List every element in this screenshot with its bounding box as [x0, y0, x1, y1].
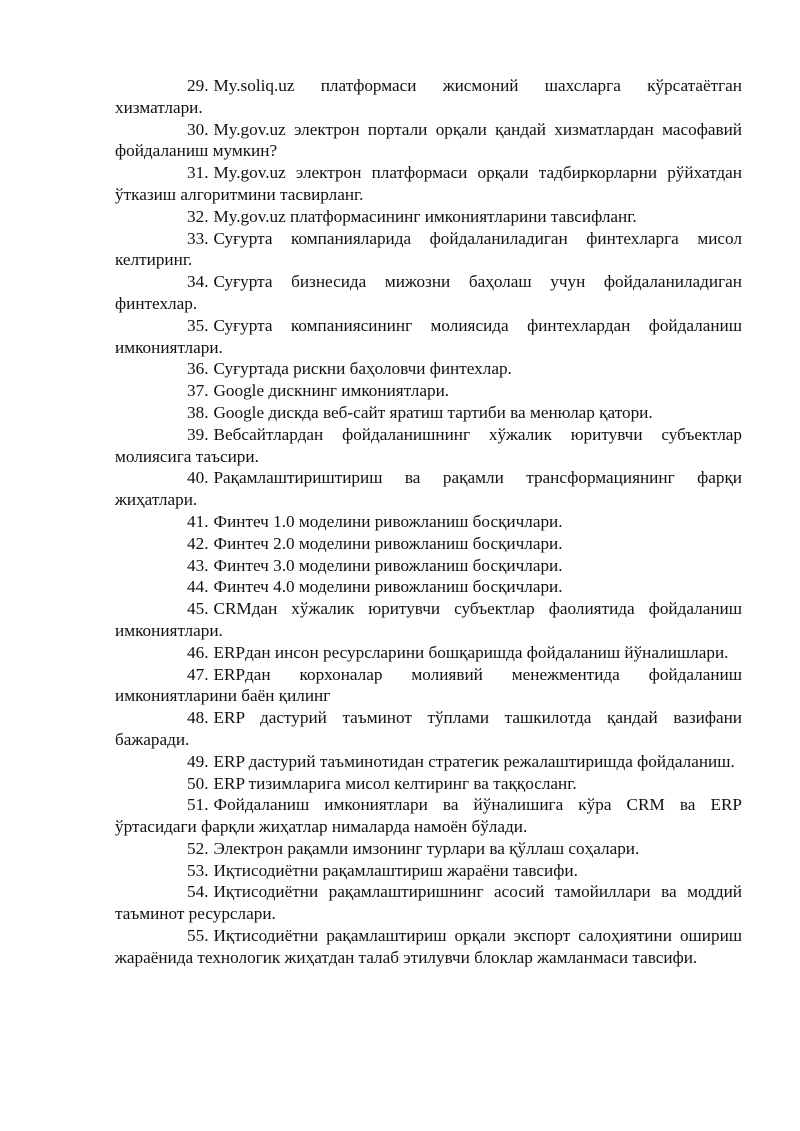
- question-item: [115, 707, 742, 751]
- question-text: My.soliq.uz платформаси жисмоний шахсларга кўрсатаётган хизматлари.: [115, 76, 742, 117]
- question-text: Суғурта бизнесида мижозни баҳолаш учун фойдаланиладиган финтехлар.: [115, 272, 742, 313]
- question-item: [115, 119, 742, 163]
- question-item: [115, 424, 742, 468]
- question-text: ERP тизимларига мисол келтиринг ва таққосланг.: [213, 773, 577, 793]
- question-text: Финтеч 2.0 моделини ривожланиш босқичлари.: [213, 533, 563, 553]
- question-item: [115, 860, 742, 882]
- question-number: 36.: [187, 359, 209, 379]
- question-item: [115, 467, 742, 511]
- question-text: Электрон рақамли имзонинг турлари ва қўллаш соҳалари.: [213, 838, 640, 858]
- question-number: 47.: [187, 664, 209, 684]
- question-number: 35.: [187, 315, 209, 335]
- question-item: [115, 402, 742, 424]
- question-text: Google дискда веб-сайт яратиш тартиби ва менюлар қатори.: [213, 402, 653, 422]
- question-number: 44.: [187, 577, 209, 597]
- question-item: [115, 555, 742, 577]
- question-item: [115, 380, 742, 402]
- question-text: Суғуртада рискни баҳоловчи финтехлар.: [213, 359, 512, 379]
- question-text: Фойдаланиш имкониятлари ва йўналишига кўра CRM ва ERP ўртасидаги фарқли жиҳатлар нималарда намоён бўлади.: [115, 795, 742, 837]
- question-number: 53.: [187, 860, 209, 880]
- question-text: Иқтисодиётни рақамлаштириш орқали экспорт салоҳиятини ошириш жараёнида технологик жиҳатдан талаб этилувчи блоклар жамланмаси тавсифи.: [115, 926, 742, 967]
- question-text: CRMдан хўжалик юритувчи субъектлар фаолиятида фойдаланиш имкониятлари.: [115, 599, 742, 640]
- question-item: [115, 925, 742, 969]
- question-list: [115, 75, 742, 969]
- question-number: 52.: [187, 838, 209, 858]
- question-item: [115, 206, 742, 228]
- question-number: 51.: [187, 795, 209, 815]
- question-item: [115, 642, 742, 664]
- question-item: [115, 358, 742, 380]
- question-number: 42.: [187, 533, 209, 553]
- question-text: Вебсайтлардан фойдаланишнинг хўжалик юритувчи субъектлар молиясига таъсири.: [115, 424, 742, 466]
- question-number: 54.: [187, 882, 209, 902]
- question-text: My.gov.uz электрон портали орқали қандай хизматлардан масофавий фойдаланиш мумкин?: [115, 119, 742, 161]
- question-text: Суғурта компанияларида фойдаланиладиган финтехларга мисол келтиринг.: [115, 228, 742, 270]
- question-text: ERPдан инсон ресурсларини бошқаришда фойдаланиш йўналишлари.: [213, 642, 729, 662]
- question-text: Рақамлаштириштириш ва рақамли трансформациянинг фарқи жиҳатлари.: [115, 468, 742, 510]
- question-item: [115, 794, 742, 838]
- question-text: Google дискнинг имкониятлари.: [213, 381, 450, 401]
- question-item: [115, 838, 742, 860]
- question-number: 50.: [187, 773, 209, 793]
- question-text: Финтеч 4.0 моделини ривожланиш босқичлари.: [213, 577, 563, 597]
- question-item: [115, 315, 742, 359]
- question-number: 48.: [187, 708, 209, 728]
- question-item: [115, 751, 742, 773]
- question-item: [115, 664, 742, 708]
- question-number: 39.: [187, 424, 209, 444]
- question-number: 45.: [187, 599, 209, 619]
- question-number: 37.: [187, 381, 209, 401]
- question-number: 40.: [187, 468, 209, 488]
- question-number: 46.: [187, 642, 209, 662]
- question-item: [115, 576, 742, 598]
- question-item: [115, 533, 742, 555]
- question-item: [115, 228, 742, 272]
- question-number: 43.: [187, 555, 209, 575]
- question-number: 29.: [187, 76, 209, 95]
- question-number: 41.: [187, 511, 209, 531]
- question-text: Финтеч 1.0 моделини ривожланиш босқичлари.: [213, 511, 563, 531]
- question-text: ERP дастурий таъминотидан стратегик режалаштиришда фойдаланиш.: [213, 751, 735, 771]
- question-text: My.gov.uz платформасининг имкониятларини тавсифланг.: [213, 206, 637, 226]
- question-number: 49.: [187, 751, 209, 771]
- question-number: 32.: [187, 206, 209, 226]
- question-number: 34.: [187, 272, 209, 292]
- question-number: 31.: [187, 163, 209, 183]
- question-item: [115, 598, 742, 642]
- question-item: [115, 75, 742, 119]
- question-text: My.gov.uz электрон платформаси орқали тадбиркорларни рўйхатдан ўтказиш алгоритмини тасвирланг.: [115, 163, 742, 204]
- question-item: [115, 271, 742, 315]
- question-item: [115, 511, 742, 533]
- question-text: Иқтисодиётни рақамлаштириш жараёни тавсифи.: [213, 860, 578, 880]
- question-text: ERPдан корхоналар молиявий менежментида фойдаланиш имкониятларини баён қилинг: [115, 664, 742, 706]
- question-item: [115, 162, 742, 206]
- question-number: 33.: [187, 228, 209, 248]
- question-number: 55.: [187, 926, 209, 946]
- question-number: 30.: [187, 119, 209, 139]
- question-text: Финтеч 3.0 моделини ривожланиш босқичлари.: [213, 555, 563, 575]
- question-text: Суғурта компаниясининг молиясида финтехлардан фойдаланиш имкониятлари.: [115, 315, 742, 357]
- question-number: 38.: [187, 402, 209, 422]
- question-text: Иқтисодиётни рақамлаштиришнинг асосий тамойиллари ва моддий таъминот ресурслари.: [115, 882, 742, 924]
- question-item: [115, 881, 742, 925]
- question-item: [115, 773, 742, 795]
- question-text: ERP дастурий таъминот тўплами ташкилотда қандай вазифани бажаради.: [115, 708, 742, 749]
